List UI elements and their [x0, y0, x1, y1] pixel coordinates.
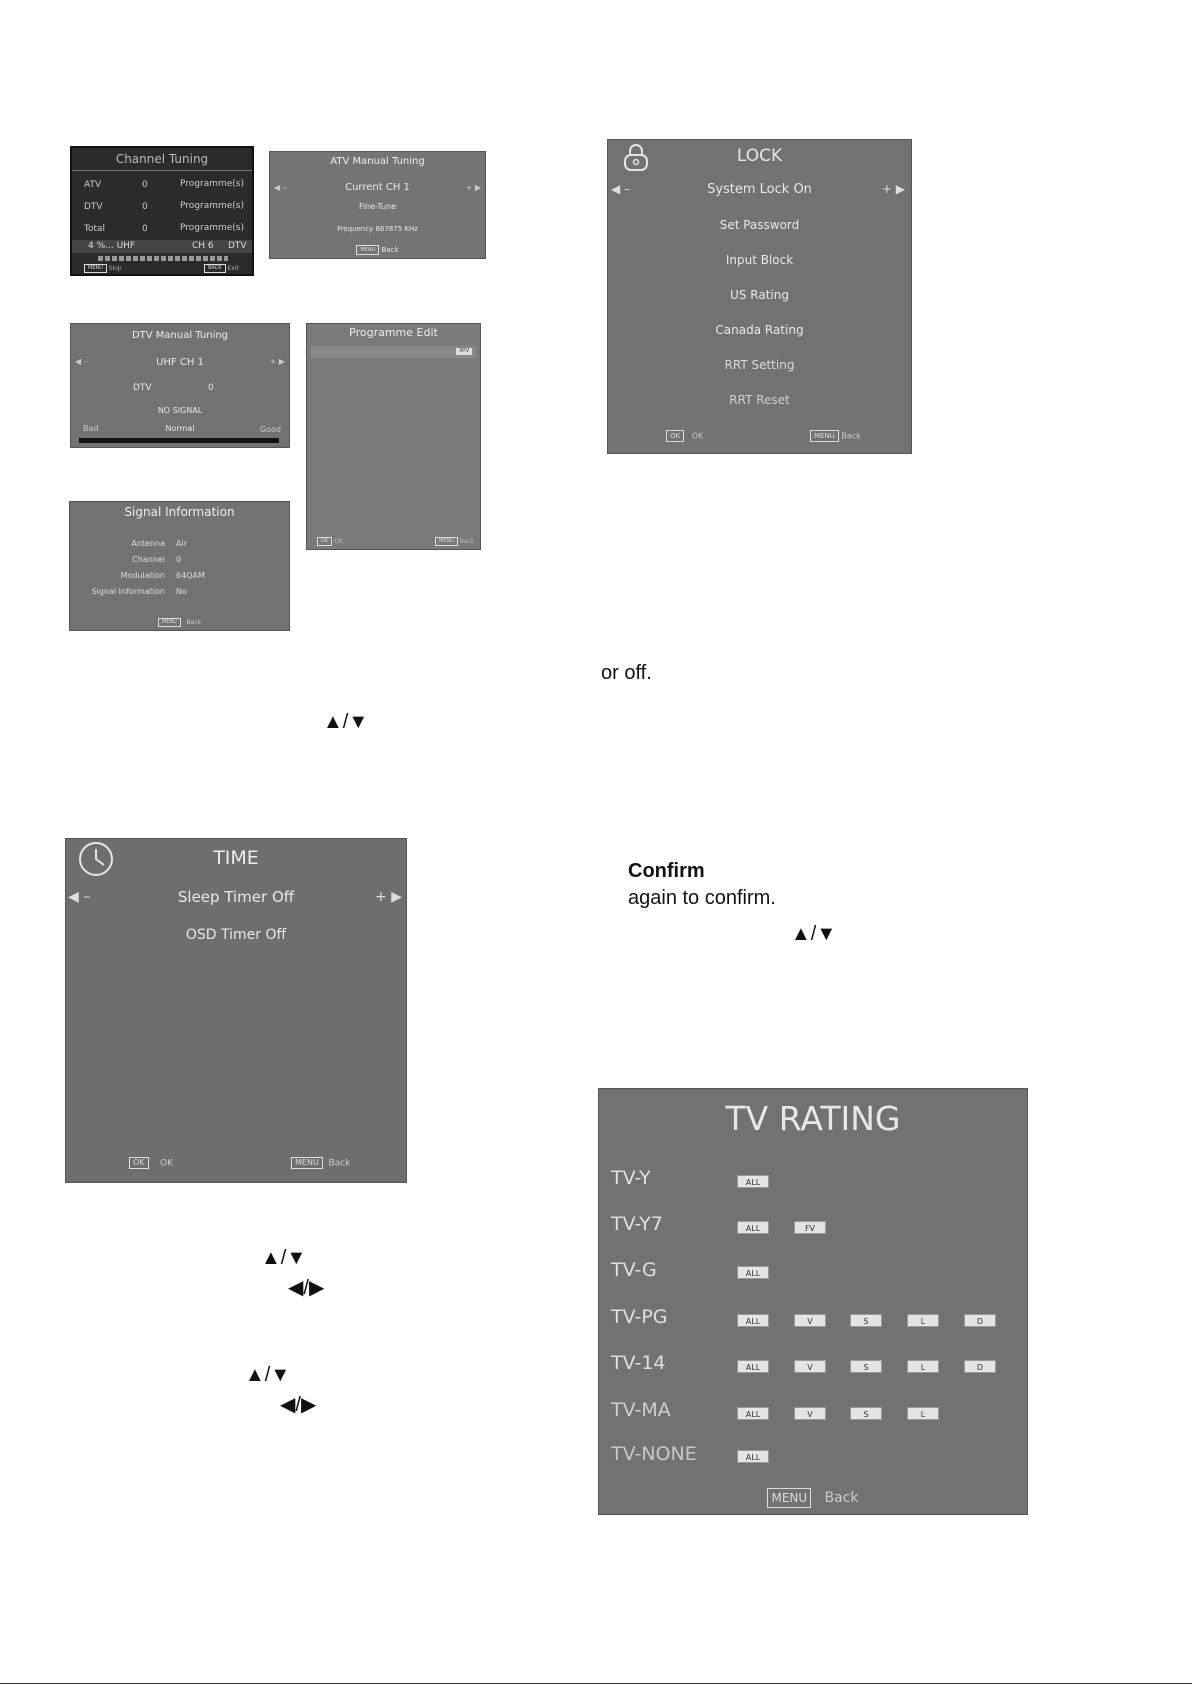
ok-label: OK [334, 538, 343, 545]
dtv-left-arrow: ◀ – [75, 357, 88, 366]
lock-ok-hint [666, 430, 703, 442]
lock-screen [607, 139, 912, 454]
rating-tv-ma-v[interactable]: V [794, 1407, 826, 1420]
ok-label: OK [160, 1158, 173, 1169]
programme-edit-back-hint [435, 537, 474, 546]
rating-tv-none-all[interactable]: ALL [737, 1450, 769, 1463]
atv-manual-title: ATV Manual Tuning [330, 156, 425, 167]
rating-tv-y-label: TV-Y [611, 1167, 651, 1189]
menu-key: MENU [356, 245, 379, 255]
back-label: Back [381, 246, 399, 254]
exit-label: Exit [227, 265, 239, 272]
back-label: Back [186, 619, 202, 626]
time-ok-hint [129, 1157, 173, 1169]
rating-tv-14-s[interactable]: S [850, 1360, 882, 1373]
rating-tv-pg-label: TV-PG [611, 1306, 668, 1328]
rating-tv-14-all[interactable]: ALL [737, 1360, 769, 1373]
atv-frequency: Frequency 867875 KHz [337, 225, 418, 233]
back-label: Back [841, 431, 861, 441]
dtv-good-label: Good [259, 425, 281, 434]
progress-text: 4 %... UHF [88, 241, 136, 251]
lock-item-system-lock[interactable]: System Lock On [707, 182, 812, 197]
skip-label: Skip [108, 265, 122, 272]
dtv-normal-label: Normal [165, 424, 195, 433]
signal-info-back-hint [70, 618, 289, 627]
atv-right-arrow: + ▶ [465, 183, 481, 192]
menu-key: MENU [767, 1488, 811, 1508]
channel-tuning-title: Channel Tuning [115, 152, 209, 166]
confirm-bold-text: Confirm [628, 860, 705, 882]
lock-title: LOCK [736, 146, 783, 166]
rating-tv-pg-all[interactable]: ALL [737, 1314, 769, 1327]
or-off-text: or off. [601, 662, 652, 684]
dtv-manual-tuning-screen [70, 323, 290, 448]
back-label: Back [824, 1490, 859, 1506]
dtv-manual-title: DTV Manual Tuning [131, 330, 229, 341]
channel-tuning-divider [72, 170, 252, 171]
dtv-value: 0 [208, 383, 214, 393]
atv-current-ch: Current CH 1 [345, 182, 410, 193]
ok-label: OK [691, 431, 704, 441]
antenna-value: Air [176, 539, 187, 548]
confirm-text: again to confirm. [628, 887, 776, 909]
progress-bar [98, 256, 228, 261]
leftright-arrows-2: ◀/▶ [280, 1394, 317, 1416]
rating-tv-ma-all[interactable]: ALL [737, 1407, 769, 1420]
programme-edit-title: Programme Edit [349, 326, 438, 339]
antenna-label: Antenna [131, 539, 165, 548]
dtv-signal-bar [79, 438, 279, 443]
atv-count: 0 [142, 180, 148, 190]
menu-key: MENU [158, 618, 181, 627]
rating-tv-ma-l[interactable]: L [907, 1407, 939, 1420]
lock-item-rrt-setting[interactable]: RRT Setting [724, 358, 795, 372]
tv-rating-title: TV RATING [725, 1099, 901, 1138]
sleep-timer[interactable]: Sleep Timer Off [177, 888, 295, 906]
atv-fine-tune: Fine-Tune [358, 202, 397, 211]
rating-tv-pg-d[interactable]: D [964, 1314, 996, 1327]
rating-tv-ma-s[interactable]: S [850, 1407, 882, 1420]
channel-text: CH 6 [192, 241, 214, 251]
dtv-signal-status: NO SIGNAL [157, 406, 203, 415]
tv-rating-screen [598, 1088, 1028, 1515]
total-count: 0 [142, 224, 148, 234]
tv-rating-back-hint [599, 1488, 1027, 1508]
lock-item-us-rating[interactable]: US Rating [730, 288, 789, 302]
back-key: BACK [204, 264, 226, 273]
rating-tv-14-l[interactable]: L [907, 1360, 939, 1373]
rating-tv-none-label: TV-NONE [611, 1443, 697, 1465]
menu-key: MENU [84, 264, 107, 273]
atv-unit: Programme(s) [180, 179, 244, 189]
lock-back-hint [810, 430, 861, 442]
menu-key: MENU [435, 537, 458, 546]
ok-key: OK [317, 537, 332, 546]
programme-edit-screen [306, 323, 481, 550]
rating-tv-y7-fv[interactable]: FV [794, 1221, 826, 1234]
rating-tv-14-d[interactable]: D [964, 1360, 996, 1373]
total-label: Total [84, 224, 106, 234]
signal-information-screen [69, 501, 290, 631]
time-title: TIME [213, 847, 259, 869]
dtv-unit: Programme(s) [180, 201, 244, 211]
menu-key: MENU [291, 1157, 323, 1169]
rating-tv-pg-v[interactable]: V [794, 1314, 826, 1327]
signal-info-label: Signal Information [91, 587, 165, 596]
rating-tv-g-all[interactable]: ALL [737, 1266, 769, 1279]
modulation-label: Modulation [120, 571, 165, 580]
modulation-value: 64QAM [176, 571, 205, 580]
rating-tv-14-v[interactable]: V [794, 1360, 826, 1373]
updown-arrows-3: ▲/▼ [261, 1247, 307, 1269]
rating-tv-ma-label: TV-MA [611, 1399, 671, 1421]
rating-tv-y-all[interactable]: ALL [737, 1175, 769, 1188]
lock-item-set-password[interactable]: Set Password [719, 218, 800, 232]
rating-tv-pg-l[interactable]: L [907, 1314, 939, 1327]
rating-tv-y7-all[interactable]: ALL [737, 1221, 769, 1234]
dtv-bad-label: Bad [83, 424, 99, 433]
updown-arrows-2: ▲/▼ [791, 923, 837, 945]
menu-key: MENU [810, 430, 839, 442]
time-back-hint [291, 1157, 350, 1169]
updown-arrows-4: ▲/▼ [245, 1364, 291, 1386]
time-left-arrow: ◀ – [68, 889, 91, 905]
lock-item-rrt-reset[interactable]: RRT Reset [729, 393, 790, 407]
osd-timer[interactable]: OSD Timer Off [185, 927, 287, 943]
rating-tv-pg-s[interactable]: S [850, 1314, 882, 1327]
dtv-label: DTV [133, 383, 152, 393]
rating-tv-y7-label: TV-Y7 [611, 1213, 663, 1235]
signal-info-value: No [176, 587, 187, 596]
page-bottom-rule [0, 1683, 1192, 1684]
signal-info-title: Signal Information [124, 505, 235, 519]
dtv-count: 0 [142, 202, 148, 212]
lock-item-canada-rating[interactable]: Canada Rating [715, 323, 804, 337]
programme-edit-highlight [311, 346, 476, 358]
channel-label: Channel [132, 555, 165, 564]
dtv-channel: UHF CH 1 [156, 357, 204, 368]
ok-key: OK [666, 430, 684, 442]
exit-hint [204, 264, 239, 273]
leftright-arrows-1: ◀/▶ [288, 1277, 325, 1299]
rating-tv-14-label: TV-14 [611, 1352, 666, 1374]
ok-key: OK [129, 1157, 149, 1169]
programme-edit-ok-hint [317, 537, 343, 546]
updown-arrows-1: ▲/▼ [323, 711, 369, 733]
lock-left-arrow: ◀ – [611, 182, 631, 196]
rating-tv-g-label: TV-G [611, 1259, 657, 1281]
dtv-label: DTV [84, 202, 103, 212]
atv-left-arrow: ◀ – [274, 183, 287, 192]
skip-hint [84, 264, 122, 273]
back-label: Back [459, 538, 475, 545]
atv-label: ATV [84, 180, 102, 190]
channel-tuning-screen [70, 146, 254, 276]
atv-badge: ATV [456, 348, 472, 355]
atv-back-hint [270, 245, 485, 255]
mode-text: DTV [228, 241, 247, 251]
channel-value: 0 [176, 555, 182, 564]
lock-item-input-block[interactable]: Input Block [725, 253, 794, 267]
back-label: Back [328, 1158, 351, 1169]
lock-right-arrow: + ▶ [881, 182, 905, 196]
time-screen [65, 838, 407, 1183]
total-unit: Programme(s) [180, 223, 244, 233]
time-right-arrow: + ▶ [375, 889, 402, 905]
atv-manual-tuning-screen [269, 151, 486, 259]
dtv-right-arrow: + ▶ [269, 357, 285, 366]
